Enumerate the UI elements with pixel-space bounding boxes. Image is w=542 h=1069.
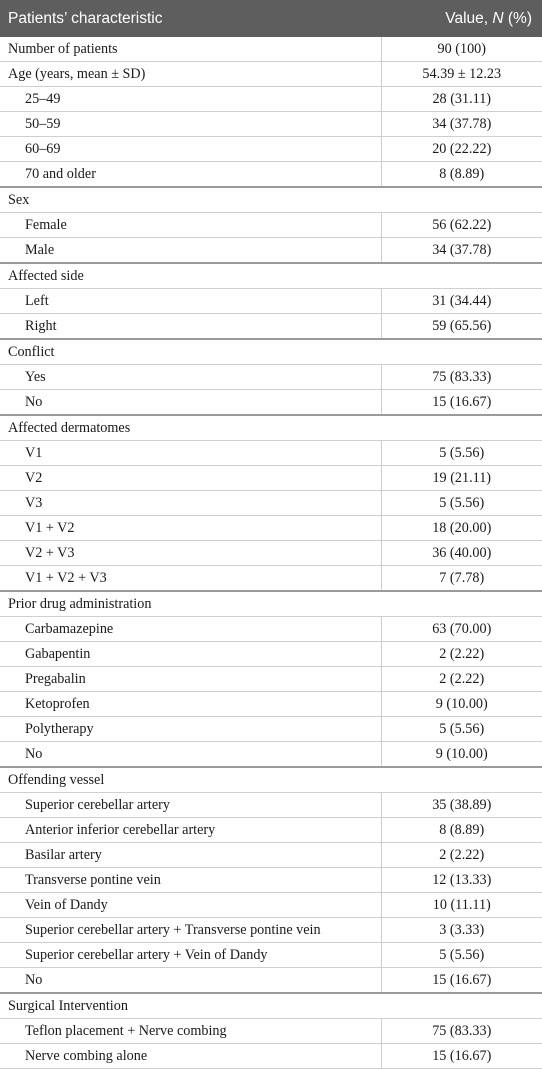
table-row: [0, 843, 542, 868]
row-value: 19 (21.11): [381, 466, 542, 491]
row-label: 70 and older: [0, 162, 381, 188]
table-body: [0, 37, 542, 1069]
table-row: [0, 162, 542, 188]
row-label: V1: [0, 441, 381, 466]
row-label: No: [0, 742, 381, 768]
group-header-row: [0, 263, 542, 289]
header-value: [381, 0, 542, 37]
group-header-row: [0, 415, 542, 441]
row-label: 50–59: [0, 112, 381, 137]
table-row: [0, 1019, 542, 1044]
row-value: 36 (40.00): [381, 541, 542, 566]
row-label: V1 + V2 + V3: [0, 566, 381, 592]
row-value: 75 (83.33): [381, 365, 542, 390]
table-row: [0, 667, 542, 692]
row-label: Carbamazepine: [0, 617, 381, 642]
row-label: No: [0, 390, 381, 416]
table-row: [0, 717, 542, 742]
table-row: [0, 1044, 542, 1069]
table-row: [0, 137, 542, 162]
row-value: 8 (8.89): [381, 162, 542, 188]
table-row: [0, 692, 542, 717]
row-label: Right: [0, 314, 381, 340]
row-value: 34 (37.78): [381, 238, 542, 264]
row-label: Vein of Dandy: [0, 893, 381, 918]
group-label: Prior drug administration: [0, 591, 542, 617]
row-value: 5 (5.56): [381, 491, 542, 516]
header-value-suffix: (%): [503, 9, 532, 27]
row-label: Nerve combing alone: [0, 1044, 381, 1069]
row-value: 56 (62.22): [381, 213, 542, 238]
row-value: 54.39 ± 12.23: [381, 62, 542, 87]
row-label: Polytherapy: [0, 717, 381, 742]
row-label: Pregabalin: [0, 667, 381, 692]
table-row: [0, 390, 542, 416]
table-row: [0, 541, 542, 566]
group-label: Conflict: [0, 339, 542, 365]
table-row: [0, 968, 542, 994]
group-label: Offending vessel: [0, 767, 542, 793]
table-row: [0, 238, 542, 264]
row-label: Age (years, mean ± SD): [0, 62, 381, 87]
table-row: [0, 112, 542, 137]
row-value: 5 (5.56): [381, 441, 542, 466]
row-label: V2 + V3: [0, 541, 381, 566]
row-value: 15 (16.67): [381, 968, 542, 994]
row-value: 34 (37.78): [381, 112, 542, 137]
row-label: Number of patients: [0, 37, 381, 62]
table-row: [0, 37, 542, 62]
row-value: 15 (16.67): [381, 1044, 542, 1069]
row-value: 63 (70.00): [381, 617, 542, 642]
row-label: 25–49: [0, 87, 381, 112]
row-label: Superior cerebellar artery: [0, 793, 381, 818]
table-row: [0, 818, 542, 843]
row-value: 59 (65.56): [381, 314, 542, 340]
table-row: [0, 893, 542, 918]
row-label: No: [0, 968, 381, 994]
row-label: Left: [0, 289, 381, 314]
row-label: V2: [0, 466, 381, 491]
group-header-row: [0, 187, 542, 213]
table-row: [0, 516, 542, 541]
row-value: 15 (16.67): [381, 390, 542, 416]
row-value: 75 (83.33): [381, 1019, 542, 1044]
table-row: [0, 87, 542, 112]
row-value: 5 (5.56): [381, 717, 542, 742]
row-value: 3 (3.33): [381, 918, 542, 943]
row-value: 12 (13.33): [381, 868, 542, 893]
table-header: [0, 0, 542, 37]
row-value: 8 (8.89): [381, 818, 542, 843]
row-value: 10 (11.11): [381, 893, 542, 918]
table-row: [0, 213, 542, 238]
row-label: V3: [0, 491, 381, 516]
table-row: [0, 62, 542, 87]
header-value-prefix: Value,: [445, 9, 493, 27]
table-row: [0, 441, 542, 466]
row-value: 31 (34.44): [381, 289, 542, 314]
group-label: Affected dermatomes: [0, 415, 542, 441]
row-label: Transverse pontine vein: [0, 868, 381, 893]
row-label: Superior cerebellar artery + Transverse pontine vein: [0, 918, 381, 943]
table-row: [0, 617, 542, 642]
table-row: [0, 868, 542, 893]
table-row: [0, 491, 542, 516]
table-row: [0, 793, 542, 818]
header-characteristic: Patients’ characteristic: [0, 0, 381, 37]
row-label: Female: [0, 213, 381, 238]
table-row: [0, 566, 542, 592]
table-row: [0, 365, 542, 390]
group-header-row: [0, 339, 542, 365]
header-value-n: N: [492, 9, 504, 27]
row-label: V1 + V2: [0, 516, 381, 541]
row-value: 9 (10.00): [381, 742, 542, 768]
table-row: [0, 466, 542, 491]
row-value: 28 (31.11): [381, 87, 542, 112]
row-value: 9 (10.00): [381, 692, 542, 717]
group-header-row: [0, 591, 542, 617]
group-label: Sex: [0, 187, 542, 213]
row-value: 5 (5.56): [381, 943, 542, 968]
table-row: [0, 314, 542, 340]
row-value: 18 (20.00): [381, 516, 542, 541]
row-label: Gabapentin: [0, 642, 381, 667]
group-header-row: [0, 767, 542, 793]
row-value: 2 (2.22): [381, 843, 542, 868]
row-label: 60–69: [0, 137, 381, 162]
group-header-row: [0, 993, 542, 1019]
row-value: 7 (7.78): [381, 566, 542, 592]
row-value: 35 (38.89): [381, 793, 542, 818]
table-row: [0, 918, 542, 943]
row-label: Anterior inferior cerebellar artery: [0, 818, 381, 843]
row-value: 20 (22.22): [381, 137, 542, 162]
row-value: 90 (100): [381, 37, 542, 62]
row-label: Teflon placement + Nerve combing: [0, 1019, 381, 1044]
table-row: [0, 289, 542, 314]
row-label: Yes: [0, 365, 381, 390]
group-label: Surgical Intervention: [0, 993, 542, 1019]
header-row: [0, 0, 542, 37]
group-label: Affected side: [0, 263, 542, 289]
table-row: [0, 943, 542, 968]
row-label: Superior cerebellar artery + Vein of Dandy: [0, 943, 381, 968]
table-row: [0, 642, 542, 667]
row-label: Ketoprofen: [0, 692, 381, 717]
table-row: [0, 742, 542, 768]
row-value: 2 (2.22): [381, 667, 542, 692]
row-label: Basilar artery: [0, 843, 381, 868]
row-value: 2 (2.22): [381, 642, 542, 667]
row-label: Male: [0, 238, 381, 264]
